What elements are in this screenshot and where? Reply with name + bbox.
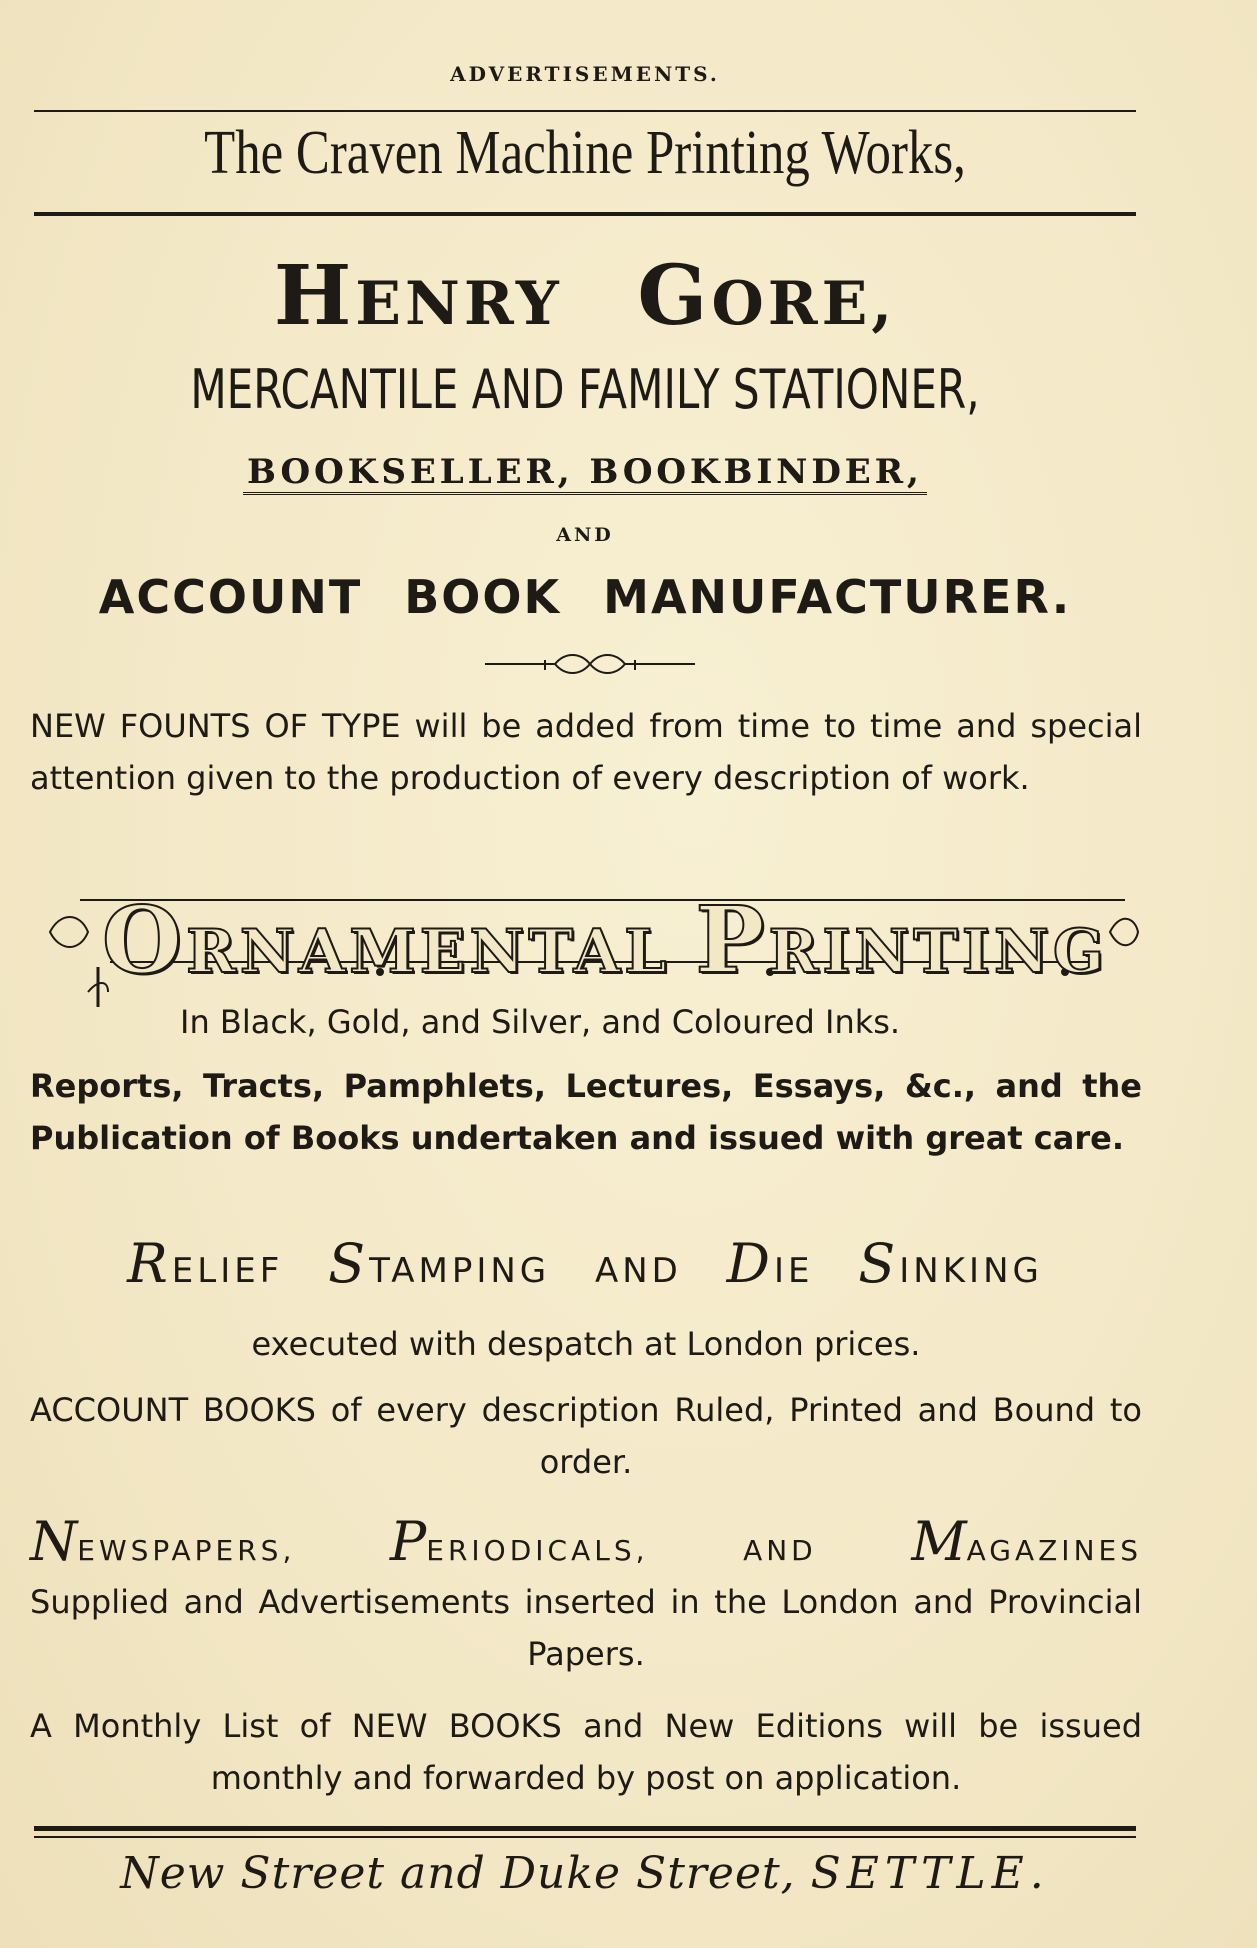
- bookseller-line: [0, 452, 1170, 492]
- page-header: ADVERTISEMENTS.: [450, 62, 720, 86]
- name-last-rest: ORE,: [711, 269, 897, 339]
- bookseller-text: BOOKSELLER, BOOKBINDER,: [243, 452, 927, 495]
- relief-rest-2: TAMPING: [369, 1251, 551, 1291]
- inks-line: In Black, Gold, and Silver, and Coloured Inks.: [180, 1003, 901, 1041]
- newspapers-line: [30, 1510, 1142, 1573]
- account-books-paragraph: ACCOUNT BOOKS of every description Ruled, Printed and Bound to order.: [30, 1391, 1142, 1481]
- address-town: SETTLE.: [810, 1848, 1050, 1899]
- newspapers-cap-3: M: [911, 1510, 967, 1573]
- proprietor-name: [0, 248, 1170, 344]
- executed-line: executed with despatch at London prices.: [251, 1325, 921, 1363]
- ornamental-cap-1: O: [101, 886, 187, 994]
- relief-cap-2: S: [328, 1232, 370, 1295]
- newspapers-and: AND: [743, 1534, 817, 1567]
- name-first-rest: ENRY: [355, 269, 563, 339]
- name-last-cap: G: [637, 248, 712, 344]
- flourish-divider: [485, 648, 695, 678]
- newspapers-item: [30, 1510, 295, 1573]
- name-first-cap: H: [273, 248, 356, 344]
- newspapers-rest-3: AGAZINES: [966, 1534, 1142, 1567]
- newspapers-rest-1: EWSPAPERS,: [77, 1534, 296, 1567]
- relief-rest-1: ELIEF: [171, 1251, 284, 1291]
- newspapers-cap-1: N: [30, 1510, 78, 1573]
- magazines-item: [911, 1510, 1142, 1573]
- ornamental-rest-2: RINTING: [768, 917, 1109, 987]
- stationer-line: MERCANTILE AND FAMILY STATIONER,: [190, 358, 980, 421]
- relief-cap-1: R: [127, 1232, 172, 1295]
- supplied-paragraph: Supplied and Advertisements inserted in the London and Provincial Papers.: [30, 1583, 1142, 1673]
- founts-paragraph: NEW FOUNTS OF TYPE will be added from time to time and special attention given to the production of every description of work.: [30, 707, 1142, 797]
- periodicals-item: [390, 1510, 649, 1573]
- ornamental-printing-text: [80, 886, 1130, 994]
- monthly-list-paragraph: A Monthly List of NEW BOOKS and New Editions will be issued monthly and forwarded by post on application.: [30, 1707, 1142, 1797]
- relief-cap-4: S: [858, 1232, 900, 1295]
- ornamental-rest-1: RNAMENTAL: [186, 917, 671, 987]
- top-rule-thick: [34, 212, 1136, 216]
- address-streets: New Street and Duke Street,: [120, 1848, 796, 1899]
- reports-paragraph: Reports, Tracts, Pamphlets, Lectures, Essays, &c., and the Publication of Books undertaken and issued with great care.: [30, 1067, 1142, 1157]
- bottom-rule-thin: [34, 1836, 1136, 1838]
- ornamental-cap-2: P: [695, 886, 769, 994]
- relief-and: AND: [594, 1251, 682, 1291]
- ornamental-printing-banner: [40, 872, 1140, 1012]
- bottom-rule-thick: [34, 1826, 1136, 1831]
- address-line: [0, 1848, 1170, 1899]
- top-rule-thin: [34, 110, 1136, 112]
- relief-rest-4: INKING: [899, 1251, 1043, 1291]
- relief-stamping-line: [0, 1232, 1170, 1295]
- works-title: The Craven Machine Printing Works,: [204, 119, 966, 187]
- account-manufacturer-line: ACCOUNT BOOK MANUFACTURER.: [98, 570, 1072, 624]
- relief-cap-3: D: [726, 1232, 774, 1295]
- newspapers-cap-2: P: [389, 1510, 427, 1573]
- newspapers-rest-2: ERIODICALS,: [426, 1534, 649, 1567]
- relief-rest-3: IE: [773, 1251, 814, 1291]
- and-connector: AND: [556, 524, 614, 546]
